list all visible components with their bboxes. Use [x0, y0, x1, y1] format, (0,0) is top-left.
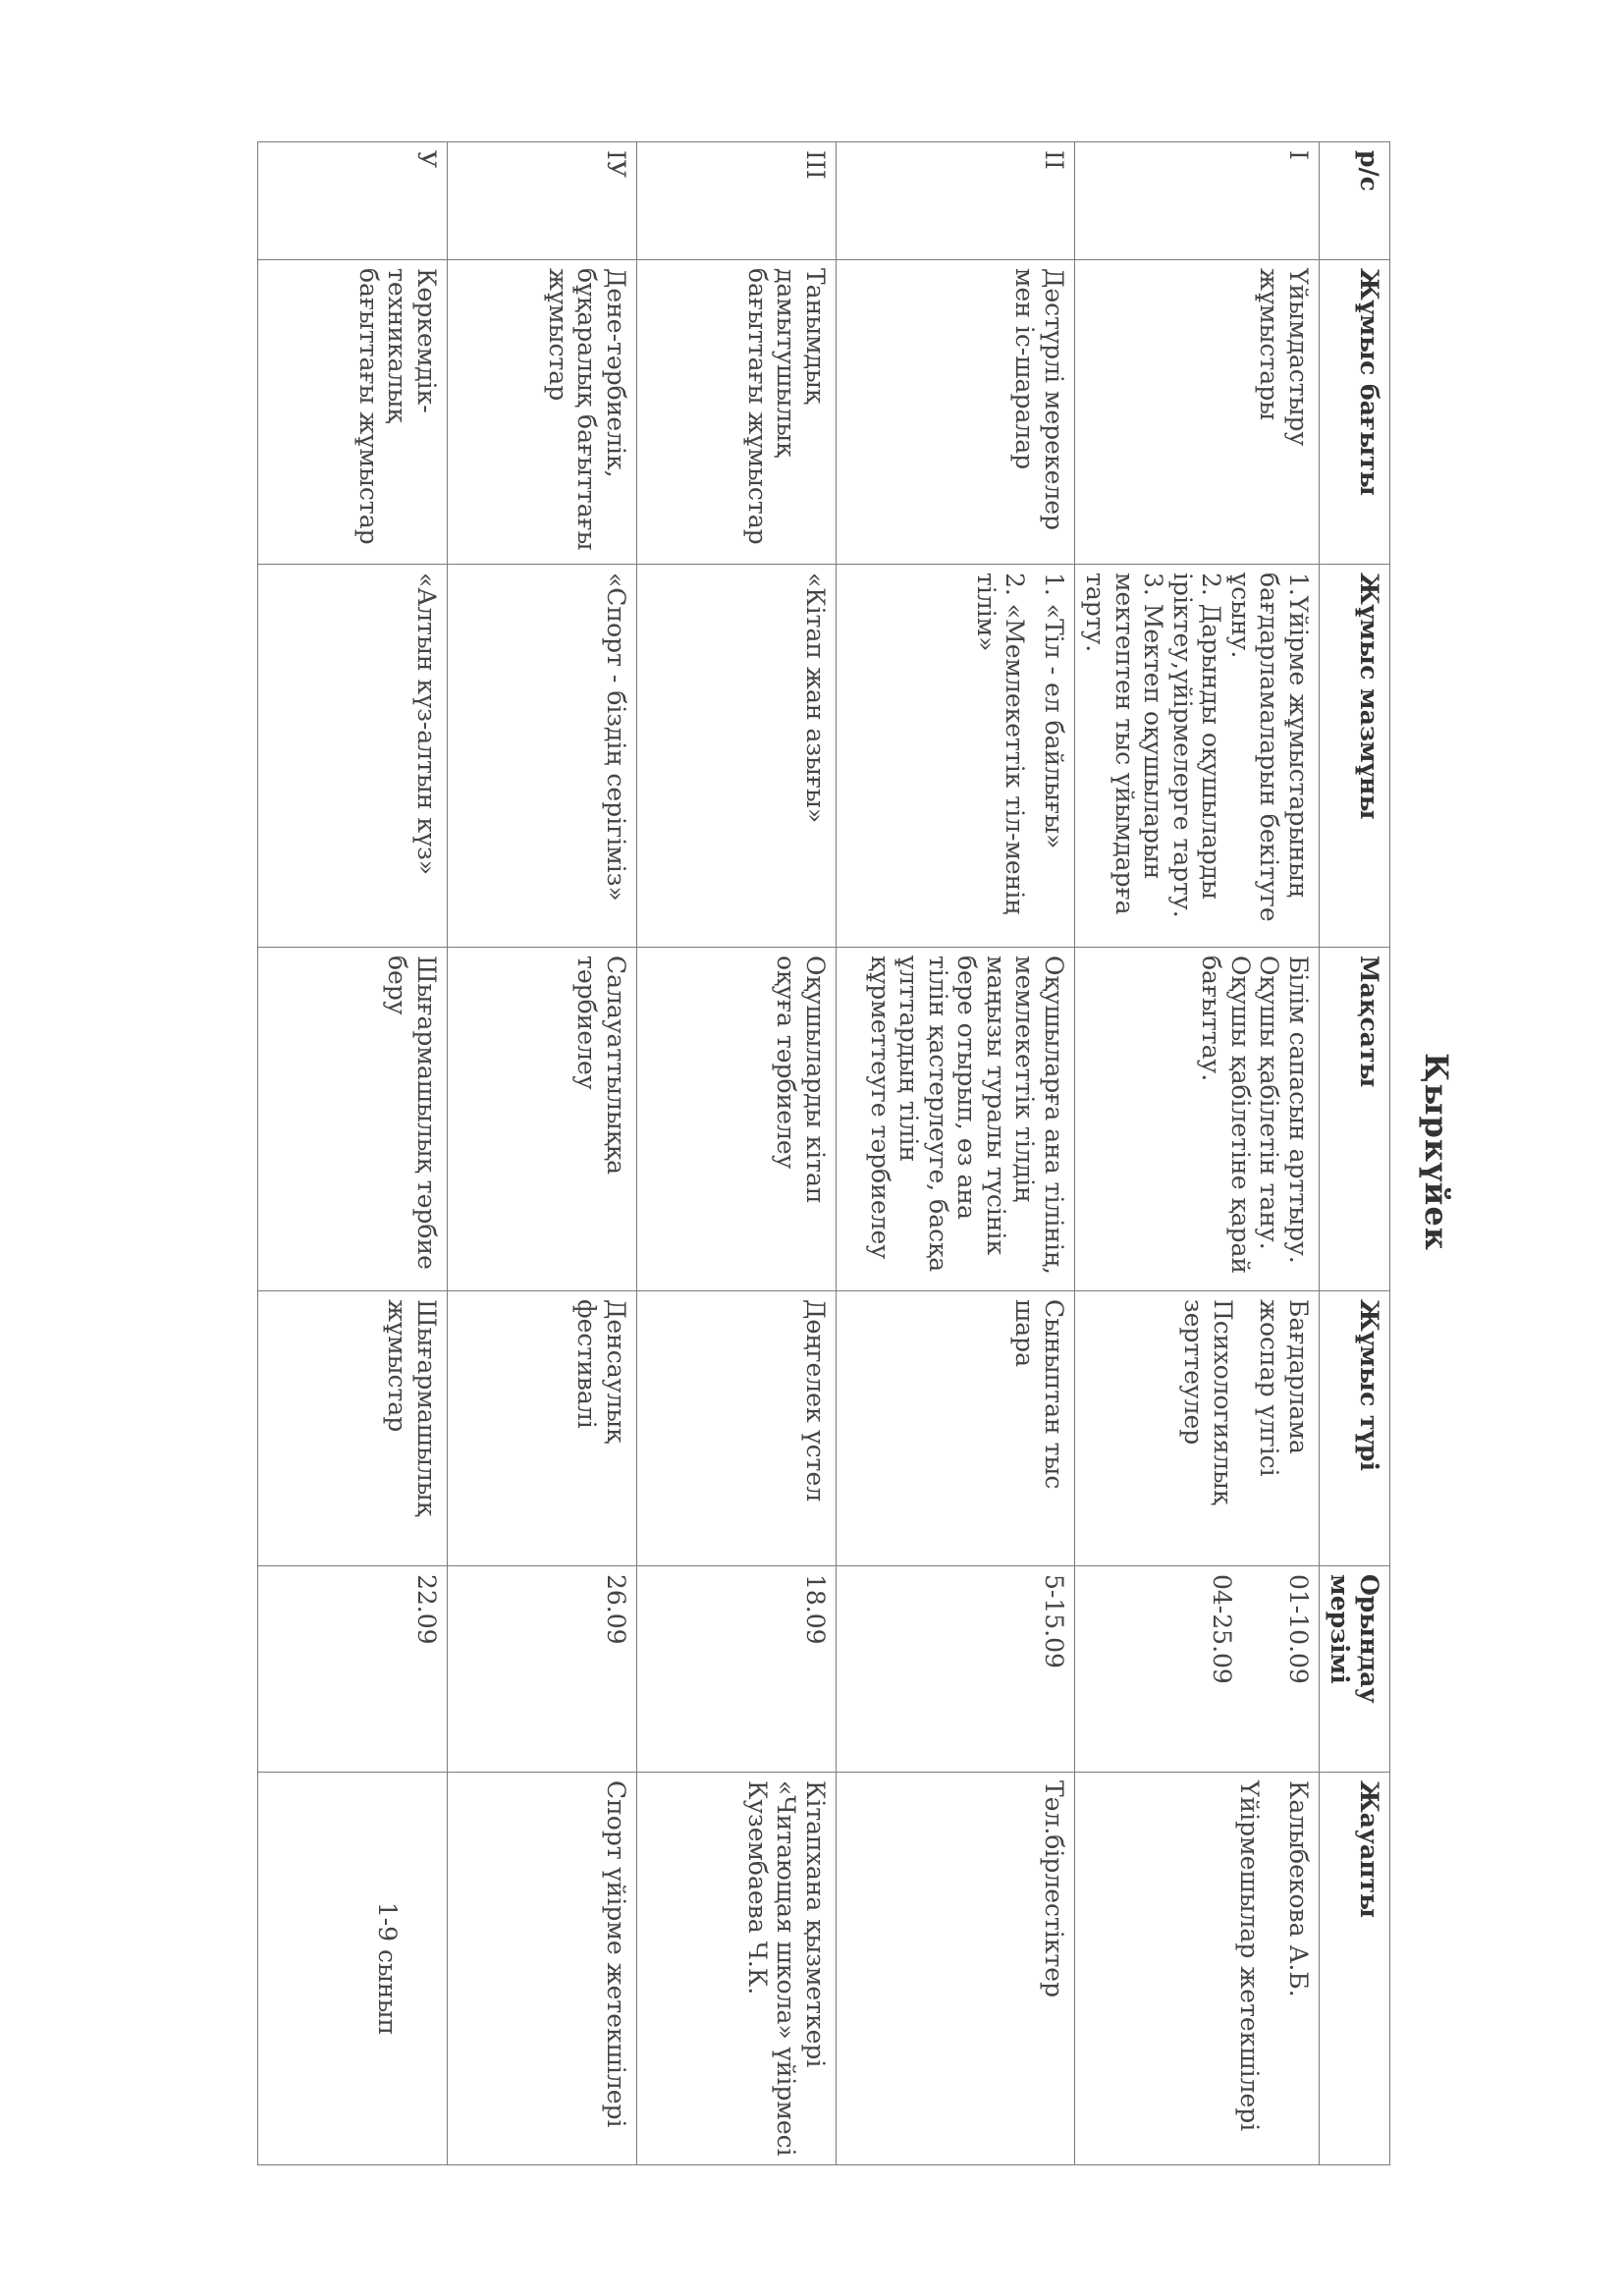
- header-type: Жұмыс түрі: [1320, 1291, 1390, 1566]
- row-topic: [258, 565, 448, 948]
- row-topic: [448, 565, 637, 948]
- row-number: III: [637, 142, 837, 260]
- row-goal: [837, 948, 1075, 1291]
- table-row: [1075, 142, 1320, 2165]
- table-row: [837, 142, 1075, 2165]
- header-responsible: Жауапты: [1320, 1773, 1390, 2165]
- row-goal: [1075, 948, 1320, 1291]
- goal-line: Салауаттылыққа тәрбиелеу: [572, 956, 630, 1175]
- row-responsible: [1075, 1773, 1320, 2165]
- row-topic: [1075, 565, 1320, 948]
- row-direction: Көркемдік-техникалық бағыттағы жұмыстар: [258, 260, 448, 565]
- row-number: I: [1075, 142, 1320, 260]
- row-type: [637, 1291, 837, 1566]
- header-topic: Жұмыс мазмұны: [1320, 565, 1390, 948]
- row-direction: Танымдық дамытушылық бағыттағы жұмыстар: [637, 260, 837, 565]
- responsible-line: 1-9 сынып: [373, 1901, 402, 2036]
- row-responsible: [258, 1773, 448, 2165]
- date-line: 01-10.09: [1284, 1574, 1313, 1684]
- topic-line: 3. Мектеп оқушыларын мектептен тыс үйымдарға тарту.: [1081, 573, 1168, 915]
- responsible-line: Спорт үйірме жетекшілері: [602, 1780, 630, 2128]
- row-date: [258, 1566, 448, 1773]
- row-number: II: [837, 142, 1075, 260]
- topic-line: «Алтын күз-алтын күз»: [412, 573, 441, 876]
- topic-line: «Кітап жан азығы»: [801, 573, 830, 824]
- goal-line: Оқушыларды кітап оқуға тәрбиелеу: [772, 956, 830, 1204]
- table-row: [258, 142, 448, 2165]
- rotated-page: [208, 136, 1471, 2168]
- row-goal: [637, 948, 837, 1291]
- table-row: [448, 142, 637, 2165]
- row-goal: [448, 948, 637, 1291]
- document-title: Қыркүйек: [1418, 1053, 1455, 1251]
- date-line: 18.09: [801, 1574, 830, 1645]
- row-date: [448, 1566, 637, 1773]
- type-line: Дөңгелек үстел: [801, 1299, 830, 1503]
- responsible-line: Кітапхана қызметкері «Читающая школа» үйірмесі Кузембаева Ч.К.: [743, 1780, 830, 2157]
- type-line: Бағдарлама жоспар үлгісі: [1255, 1299, 1313, 1477]
- row-direction: Үйымдастыру жұмыстары: [1075, 260, 1320, 565]
- topic-line: 1.Үйірме жұмыстарының бағдарламаларын бекітуге ұсыну.: [1226, 573, 1313, 922]
- row-direction: Дене-тәрбиелік, бұқаралық бағыттағы жұмыстар: [448, 260, 637, 565]
- row-number: IУ: [448, 142, 637, 260]
- row-direction: Дәстүрлі мерекелер мен іс-шаралар: [837, 260, 1075, 565]
- responsible-line: Калыбекова А.Б.: [1284, 1780, 1313, 1997]
- header-date: Орындау мерзімі: [1320, 1566, 1390, 1773]
- row-topic: [637, 565, 837, 948]
- row-responsible: [837, 1773, 1075, 2165]
- type-line: Психологиялық зерттеулер: [1179, 1299, 1237, 1505]
- goal-line: Шығармашылық тәрбие беру: [383, 956, 441, 1270]
- responsible-line: Үйірмешылар жетекшілері: [1235, 1780, 1265, 2132]
- row-responsible: [637, 1773, 837, 2165]
- topic-line: 2. «Мемлекеттік тіл-менің тілім»: [972, 573, 1030, 915]
- row-number: У: [258, 142, 448, 260]
- row-type: [837, 1291, 1075, 1566]
- goal-line: Оқушы қабілетіне қарай бағыттау.: [1197, 956, 1255, 1275]
- plan-table: [257, 141, 1390, 2165]
- row-topic: [837, 565, 1075, 948]
- responsible-line: Тәл.бірлестіктер: [1040, 1780, 1068, 1998]
- topic-line: «Спорт - біздің серігіміз»: [602, 573, 630, 902]
- row-type: [448, 1291, 637, 1566]
- row-date: [1075, 1566, 1320, 1773]
- header-direction: Жұмыс бағыты: [1320, 260, 1390, 565]
- row-date: [637, 1566, 837, 1773]
- header-num: р/с: [1320, 142, 1390, 260]
- topic-line: 2. Дарынды оқушыларды іріктеу,үйірмелерге тарту.: [1168, 573, 1226, 918]
- type-line: Денсаулық фестивалі: [572, 1299, 630, 1444]
- goal-line: Оқушыларға ана тілінің, мемлекеттік тілдің маңызы туралы түсінік бере отырып, өз ана тілін қастерлеуге, басқа ұлттардың тілін құрметтеуге тәрбиелеу: [866, 956, 1068, 1275]
- goal-line: Білім сапасын арттыру. Оқушы қабілетін тану.: [1255, 956, 1313, 1264]
- date-line: 26.09: [602, 1574, 630, 1645]
- topic-line: 1. «Тіл - ел байлығы»: [1040, 573, 1068, 849]
- row-goal: [258, 948, 448, 1291]
- header-row: [1320, 142, 1390, 2165]
- table-row: [637, 142, 837, 2165]
- type-line: Сыныптан тыс шара: [1010, 1299, 1068, 1490]
- date-line: 22.09: [412, 1574, 441, 1645]
- type-line: Шығармашылық жұмыстар: [383, 1299, 441, 1516]
- row-responsible: [448, 1773, 637, 2165]
- row-type: [258, 1291, 448, 1566]
- row-date: [837, 1566, 1075, 1773]
- header-goal: Мақсаты: [1320, 948, 1390, 1291]
- row-type: [1075, 1291, 1320, 1566]
- date-line: 04-25.09: [1208, 1574, 1237, 1684]
- date-line: 5-15.09: [1040, 1574, 1068, 1668]
